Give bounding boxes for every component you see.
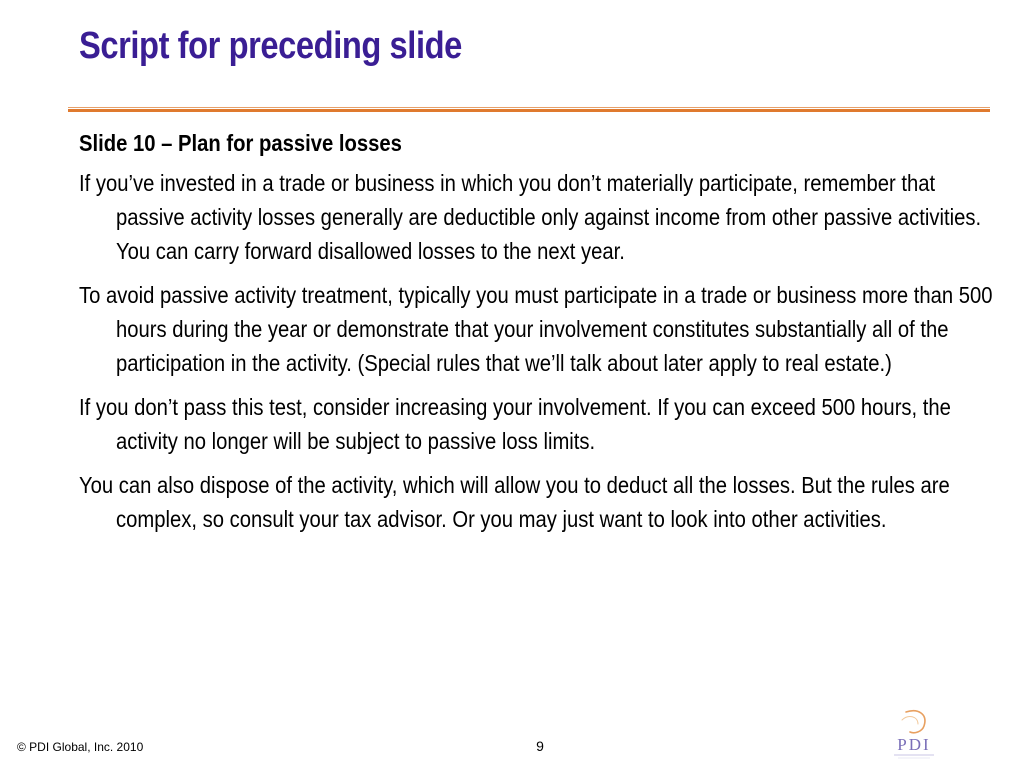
title-divider xyxy=(68,107,990,112)
page-number: 9 xyxy=(536,738,544,754)
footer-copyright: © PDI Global, Inc. 2010 xyxy=(17,740,144,754)
pdi-logo-icon xyxy=(884,706,944,762)
slide-body xyxy=(79,126,993,546)
paragraph-3: If you don’t pass this test, consider increasing your involvement. If you can exceed 500 hours, the activity no longer will be subject to passive loss limits. xyxy=(79,394,951,454)
paragraph-1: If you’ve invested in a trade or business in which you don’t materially participate, remember that passive activity losses generally are deductible only against income from other passive activities. You can carry forward disallowed losses to the next year. xyxy=(79,170,982,264)
paragraph-4: You can also dispose of the activity, which will allow you to deduct all the losses. But the rules are complex, so consult your tax advisor. Or you may just want to look into other activities. xyxy=(79,472,950,532)
slide-title: Script for preceding slide xyxy=(79,25,462,67)
section-heading: Slide 10 – Plan for passive losses xyxy=(79,130,402,156)
paragraph-2: To avoid passive activity treatment, typically you must participate in a trade or business more than 500 hours during the year or demonstrate that your involvement constitutes substantially all of the participation in the activity. (Special rules that we’ll talk about later apply to real estate.) xyxy=(79,282,993,376)
logo-text: PDI xyxy=(897,735,931,754)
